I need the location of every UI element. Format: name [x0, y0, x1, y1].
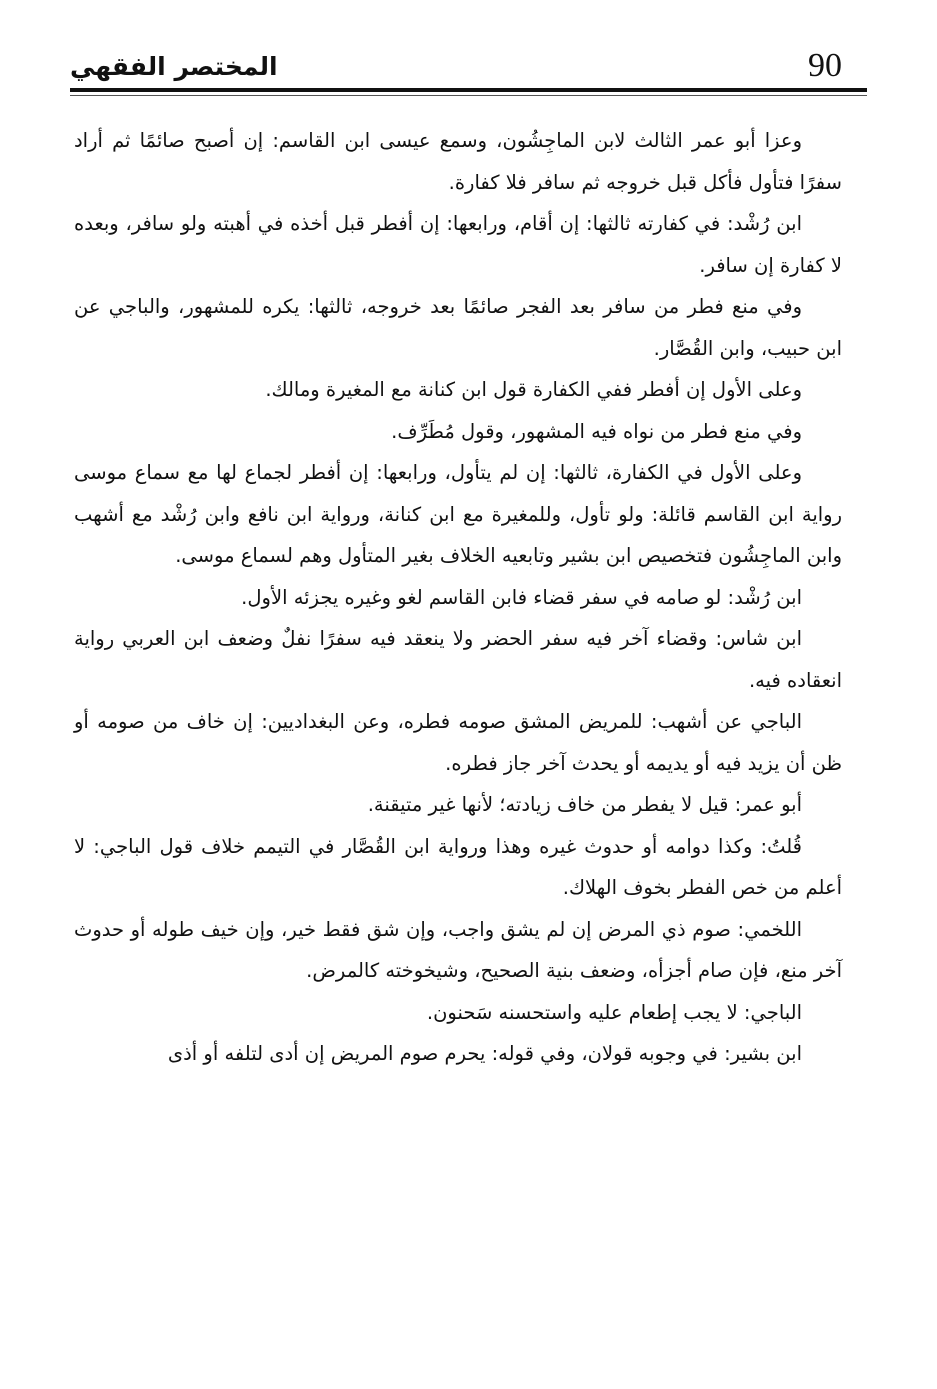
paragraph: الباجي: لا يجب إطعام عليه واستحسنه سَحنون.	[426, 1000, 802, 1024]
paragraph: ابن رُشْد: في كفارته ثالثها: إن أقام، ورابعها: إن أفطر قبل أخذه في أهبته ولو سافر، وبعده لا كفارة إن سافر.	[74, 212, 842, 277]
paragraph: قُلتُ: وكذا دوامه أو حدوث غيره وهذا ورواية ابن القُصَّار في التيمم خلاف قول الباجي: لا أعلم من خص الفطر بخوف الهلاك.	[74, 834, 842, 899]
paragraph: ابن بشير: في وجوبه قولان، وفي قوله: يحرم صوم المريض إن أدى لتلفه أو أذى	[167, 1042, 802, 1065]
page-number: 90	[808, 47, 842, 84]
paragraph: وفي منع فطر من نواه فيه المشهور، وقول مُطَرِّف.	[391, 419, 802, 443]
paragraph: وفي منع فطر من سافر بعد الفجر صائمًا بعد خروجه، ثالثها: يكره للمشهور، والباجي عن ابن حبيب، وابن القُصَّار.	[74, 295, 842, 360]
paragraph: ابن رُشْد: لو صامه في سفر قضاء فابن القاسم لغو وغيره يجزئه الأول.	[241, 585, 802, 609]
header-rule-thin	[70, 95, 867, 96]
paragraph: وعزا أبو عمر الثالث لابن الماجِشُون، وسمع عيسى ابن القاسم: إن أصبح صائمًا ثم أراد سفرًا فتأول فأكل قبل خروجه ثم سافر فلا كفارة.	[74, 129, 842, 194]
paragraph: وعلى الأول إن أفطر ففي الكفارة قول ابن كنانة مع المغيرة ومالك.	[265, 378, 802, 401]
paragraph: الباجي عن أشهب: للمريض المشق صومه فطره، وعن البغداديين: إن خاف من صومه أو ظن أن يزيد فيه أو يديمه أو يحدث آخر جاز فطره.	[74, 710, 842, 775]
running-title: المختصر الفقهي	[70, 52, 278, 81]
paragraph: ابن شاس: وقضاء آخر فيه سفر الحضر ولا ينعقد فيه سفرًا نفلٌ وضعف ابن العربي رواية انعقاده فيه.	[74, 627, 842, 692]
body-text	[74, 120, 842, 1075]
header-rule-thick	[70, 88, 867, 92]
page-header	[70, 38, 867, 88]
paragraph: أبو عمر: قيل لا يفطر من خاف زيادته؛ لأنها غير متيقنة.	[367, 793, 802, 816]
paragraph: وعلى الأول في الكفارة، ثالثها: إن لم يتأول، ورابعها: إن أفطر لجماع لها مع سماع موسى رواية ابن القاسم قائلة: ولو تأول، وللمغيرة مع ابن كنانة، ورواية ابن نافع وابن رُشْد مع أشهب وابن الماجِشُون فتخصيص ابن بشير وتابعيه الخلاف بغير المتأول وهم لسماع موسى.	[74, 461, 842, 567]
paragraph: اللخمي: صوم ذي المرض إن لم يشق واجب، وإن شق فقط خير، وإن خيف طوله أو حدوث آخر منع، فإن صام أجزأه، وضعف بنية الصحيح، وشيخوخته كالمرض.	[74, 917, 842, 982]
